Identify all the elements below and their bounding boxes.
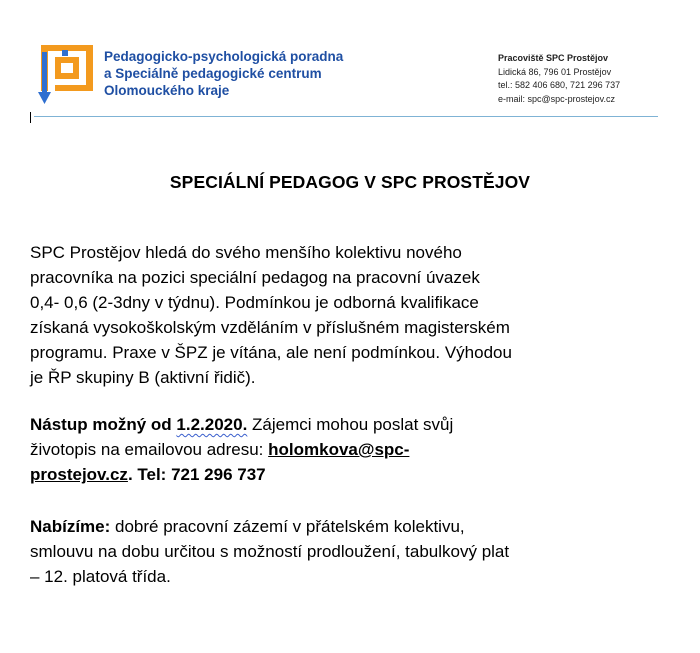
- contact-email: e-mail: spc@spc-prostejov.cz: [498, 93, 615, 104]
- text-line: SPC Prostějov hledá do svého menšího kolektivu nového: [30, 243, 462, 262]
- email-link-part1[interactable]: holomkova@spc-: [268, 440, 410, 459]
- cv-text: životopis na emailovou adresu:: [30, 440, 269, 459]
- ppp-logo-icon: [38, 42, 96, 108]
- text-line: 0,4- 0,6 (2-3dny v týdnu). Podmínkou je odborná kvalifikace: [30, 293, 479, 312]
- org-line-2: a Speciálně pedagogické centrum: [104, 66, 322, 81]
- offer-label: Nabízíme:: [30, 517, 111, 536]
- contact-block: [498, 52, 688, 106]
- org-line-3: Olomouckého kraje: [104, 83, 230, 98]
- paragraph-job-description: [30, 240, 670, 390]
- paragraph-offer: [30, 514, 670, 589]
- page-title: SPECIÁLNÍ PEDAGOG V SPC PROSTĚJOV: [169, 172, 531, 192]
- text-line: – 12. platová třída.: [30, 567, 171, 586]
- offer-text: dobré pracovní zázemí v přátelském kolektivu,: [110, 517, 465, 536]
- applicants-text: Zájemci mohou poslat svůj: [247, 415, 454, 434]
- header-divider: [34, 116, 658, 117]
- email-link-part2[interactable]: prostejov.cz: [30, 465, 128, 484]
- text-line: je ŘP skupiny B (aktivní řidič).: [30, 368, 256, 387]
- phone-text: . Tel: 721 296 737: [127, 465, 266, 484]
- text-line: [30, 412, 670, 437]
- org-line-1: Pedagogicko-psychologická poradna: [104, 49, 344, 64]
- contact-title: Pracoviště SPC Prostějov: [498, 53, 609, 63]
- text-line: získaná vysokoškolským vzděláním v příslušném magisterském: [30, 318, 510, 337]
- text-line: [30, 437, 670, 462]
- organization-name: [104, 48, 384, 99]
- start-label: Nástup možný od: [30, 415, 177, 434]
- start-date: 1.2.2020.: [176, 415, 248, 434]
- text-line: pracovníka na pozici speciální pedagog na pracovní úvazek: [30, 268, 480, 287]
- contact-phone: tel.: 582 406 680, 721 296 737: [498, 80, 621, 90]
- text-line: programu. Praxe v ŠPZ je vítána, ale není podmínkou. Výhodou: [30, 343, 512, 362]
- text-line: [30, 514, 670, 539]
- paragraph-start-contact: [30, 412, 670, 487]
- text-line: [30, 462, 670, 487]
- text-line: smlouvu na dobu určitou s možností prodloužení, tabulkový plat: [30, 542, 510, 561]
- text-cursor: [30, 112, 31, 123]
- contact-address: Lidická 86, 796 01 Prostějov: [498, 66, 612, 77]
